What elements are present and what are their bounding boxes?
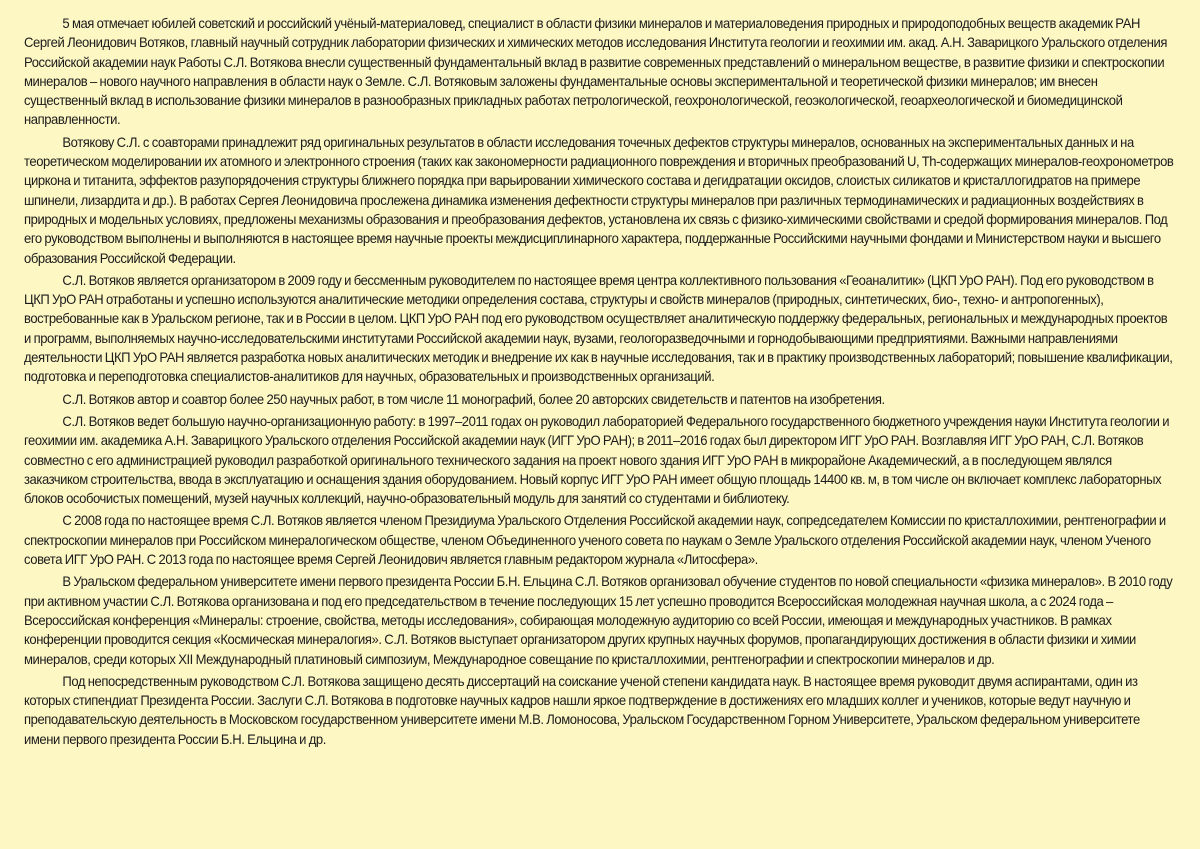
paragraph: Под непосредственным руководством С.Л. Вотякова защищено десять диссертаций на соискание ученой степени кандидата наук. В настоящее время руководит двумя аспирантами, один из которых стипендиат Президента России. Заслуги С.Л. Вотякова в подготовке научных кадров нашли яркое подтверждение в достижениях его младших коллег и учеников, которые ведут научную и преподавательскую деятельность в Московском государственном университете имени М.В. Ломоносова, Уральском Государственном Горном Университете, Уральском федеральном университете имени первого президента России Б.Н. Ельцина и др. xyxy=(24,673,1140,747)
paragraph: В Уральском федеральном университете имени первого президента России Б.Н. Ельцина С.Л. Вотяков организовал обучение студентов по новой специальности «физика минералов». В 2010 году при активном участии С.Л. Вотякова организована и под его председательством в течение последующих 15 лет успешно проводится Всероссийская молодежная научная школа, а с 2024 года – Всероссийская конференция «Минералы: строение, свойства, методы исследования», собирающая молодежную аудиторию со всей России, имеющая и международных участников. В рамках конференции проводится секция «Космическая минералогия». С.Л. Вотяков выступает организатором других крупных научных форумов, пропагандирующих достижения в области физики и химии минералов, среди которых XII Международный платиновый симпозиум, Международное совещание по кристаллохимии, рентгенографии и спектроскопии минералов и др. xyxy=(24,574,1173,667)
paragraph: Вотякову С.Л. с соавторами принадлежит ряд оригинальных результатов в области исследования точечных дефектов структуры минералов, основанных на экспериментальных данных и на теоретическом моделировании их атомного и электронного строения (таких как закономерности радиационного повреждения и вторичных преобразований U, Th-содержащих минералов-геохронометров циркона и титанита, эффектов разупорядочения структуры ближнего порядка при варьировании химического состава и дегидратации оксидов, слоистых силикатов и кристаллогидратов на примере шпинели, лизардита и др.). В работах Сергея Леонидовича прослежена динамика изменения дефектности структуры минералов при различных термодинамических и радиационных воздействиях в природных и модельных условиях, предложены механизмы образования и преобразования дефектов, установлена их связь с физико-химическими свойствами и средой формирования минералов. Под его руководством выполнены и выполняются в настоящее время научные проекты междисциплинарного характера, поддержанные Российскими научными фондами и Министерством науки и высшего образования Российской Федерации. xyxy=(24,134,1174,266)
paragraph: С.Л. Вотяков ведет большую научно-организационную работу: в 1997–2011 годах он руководил лабораторией Федерального государственного бюджетного учреждения науки Института геологии и геохимии им. академика А.Н. Заварицкого Уральского отделения Российской академии наук (ИГГ УрО РАН); в 2011–2016 годах был директором ИГГ УрО РАН. Возглавляя ИГГ УрО РАН, С.Л. Вотяков совместно с его администрацией руководил разработкой оригинального технического задания на проект нового здания ИГГ УрО РАН в микрорайоне Академический, а в последующем являлся заказчиком строительства, ввода в эксплуатацию и оснащения здания оборудованием. Новый корпус ИГГ УрО РАН имеет общую площадь 14400 кв. м, в том числе он включает комплекс лабораторных блоков особочистых помещений, музей научных коллекций, научно-образовательный модуль для занятий со студентами и библиотеку. xyxy=(24,413,1170,507)
paragraph: С.Л. Вотяков автор и соавтор более 250 научных работ, в том числе 11 монографий, более 20 авторских свидетельств и патентов на изобретения. xyxy=(62,391,885,407)
paragraph: 5 мая отмечает юбилей советский и российский учёный-материаловед, специалист в области физики минералов и материаловедения природных и природоподобных веществ академик РАН Сергей Леонидович Вотяков, главный научный сотрудник лаборатории физических и химических методов исследования Института геологии и геохимии им. акад. А.Н. Заварицкого Уральского отделения Российской академии наук Работы С.Л. Вотякова внесли существенный фундаментальный вклад в развитие современных представлений о минеральном веществе, в развитие физики и спектроскопии минералов – нового научного направления в области наук о Земле. С.Л. Вотяковым заложены фундаментальные основы экспериментальной и теоретической физики минералов; им внесен существенный вклад в использование физики минералов в разнообразных прикладных работах петрологической, геохронологической, геоэкологической, геоархеологической и биомедицинской направленности. xyxy=(24,16,1167,128)
article-body xyxy=(24,14,1176,749)
paragraph: С.Л. Вотяков является организатором в 2009 году и бессменным руководителем по настоящее время центра коллективного пользования «Геоаналитик» (ЦКП УрО РАН). Под его руководством в ЦКП УрО РАН отработаны и успешно используются аналитические методики определения состава, структуры и свойств минералов (природных, синтетических, био-, техно- и антропогенных), востребованные как в Уральском регионе, так и в России в целом. ЦКП УрО РАН под его руководством осуществляет аналитическую поддержку федеральных, региональных и международных проектов и программ, выполняемых научно-исследовательскими институтами Российской академии наук, вузами, геологоразведочными и горнодобывающими предприятиями. Важными направлениями деятельности ЦКП УрО РАН является разработка новых аналитических методик и внедрение их как в научные исследования, так и в практику производственных лабораторий; повышение квалификации, подготовка и переподготовка специалистов-аналитиков для научных, образовательных и производственных организаций. xyxy=(24,272,1173,385)
paragraph: С 2008 года по настоящее время С.Л. Вотяков является членом Президиума Уральского Отделения Российской академии наук, сопредседателем Комиссии по кристаллохимии, рентгенографии и спектроскопии минералов при Российском минералогическом обществе, членом Объединенного ученого совета по наукам о Земле Уральского отделения Российской академии наук, членом Ученого совета ИГГ УрО РАН. С 2013 года по настоящее время Сергей Леонидович является главным редактором журнала «Литосфера». xyxy=(24,513,1166,568)
